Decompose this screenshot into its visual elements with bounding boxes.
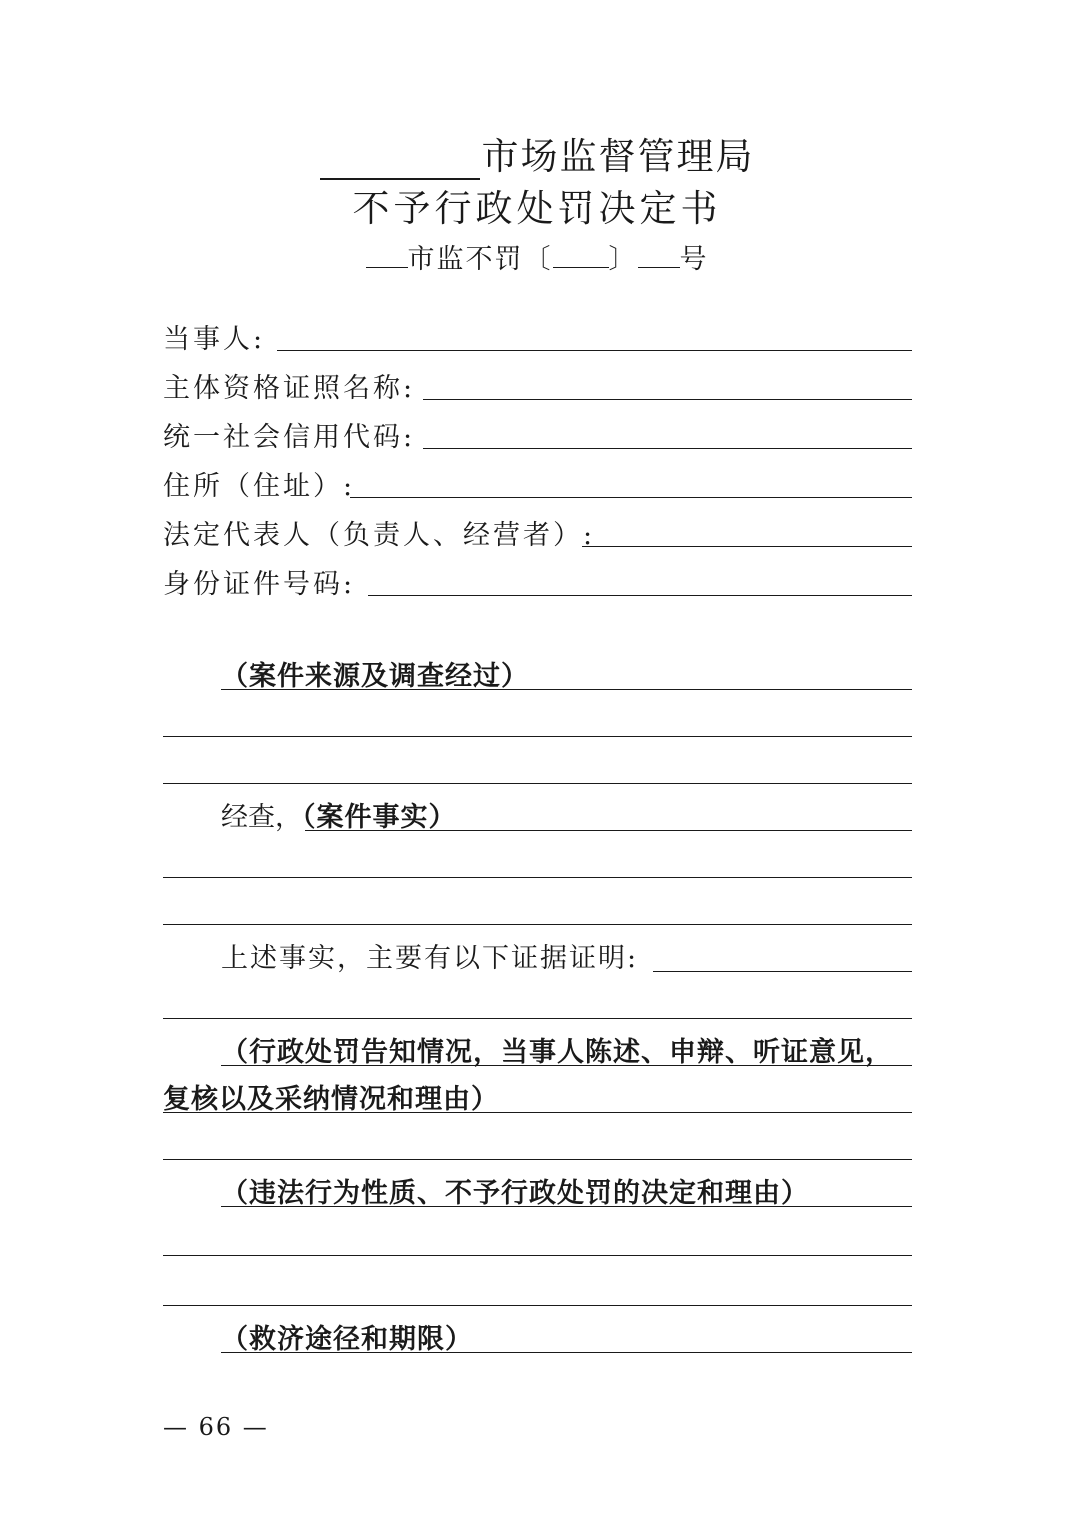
title-agency <box>0 134 1074 180</box>
docno-year-blank[interactable] <box>553 241 609 268</box>
docno-text-2: 〕 <box>608 244 638 275</box>
field-line-id-number[interactable] <box>368 595 912 596</box>
docno-prefix-blank[interactable] <box>366 241 408 268</box>
decision-text: （违法行为性质、不予行政处罚的决定和理由） <box>221 1178 809 1209</box>
decision-line-3[interactable] <box>163 1305 912 1306</box>
document-title: 不予行政处罚决定书 <box>352 187 722 230</box>
facts-line-3[interactable] <box>163 924 912 925</box>
notice-text-1: （行政处罚告知情况，当事人陈述、申辩、听证意见， <box>221 1037 893 1068</box>
section-facts <box>221 798 457 838</box>
facts-prefix: 经查， <box>221 802 302 833</box>
case-source-line-1[interactable] <box>221 689 912 690</box>
field-line-party[interactable] <box>277 350 912 351</box>
field-line-legal-rep[interactable] <box>582 546 912 547</box>
page-number: — 66 — <box>163 1413 269 1441</box>
title-agency-text: 市场监督管理局 <box>481 135 755 178</box>
field-label-credit-code: 统一社会信用代码: <box>163 422 416 453</box>
field-line-credit-code[interactable] <box>423 448 912 449</box>
notice-line-3[interactable] <box>163 1159 912 1160</box>
facts-text: （案件事实） <box>302 802 457 833</box>
case-source-line-2[interactable] <box>163 736 912 737</box>
docno-text-3: 号 <box>679 244 709 275</box>
field-label-party: 当事人: <box>163 324 266 355</box>
docno-serial-blank[interactable] <box>638 241 680 268</box>
decision-line-1[interactable] <box>221 1206 912 1207</box>
notice-text-2: 复核以及采纳情况和理由） <box>163 1084 499 1115</box>
section-case-source <box>221 657 529 697</box>
field-line-license-name[interactable] <box>423 399 912 400</box>
field-label-license-name: 主体资格证照名称: <box>163 373 416 404</box>
field-label-legal-rep: 法定代表人（负责人、经营者）: <box>163 520 596 551</box>
remedy-text: （救济途径和期限） <box>221 1324 473 1355</box>
section-remedy <box>221 1320 473 1360</box>
agency-name-blank[interactable] <box>320 142 480 180</box>
section-notice-line1 <box>221 1033 893 1073</box>
facts-line-2[interactable] <box>163 877 912 878</box>
field-label-id-number: 身份证件号码: <box>163 569 356 600</box>
evidence-line-1[interactable] <box>653 971 912 972</box>
document-number <box>0 240 1074 280</box>
section-notice-line2 <box>163 1080 499 1120</box>
notice-line-2[interactable] <box>163 1112 912 1113</box>
notice-line-1[interactable] <box>221 1065 912 1066</box>
facts-line-1[interactable] <box>305 830 912 831</box>
decision-line-2[interactable] <box>163 1255 912 1256</box>
case-source-text: （案件来源及调查经过） <box>221 661 529 692</box>
remedy-line-1[interactable] <box>221 1352 912 1353</box>
section-evidence: 上述事实，主要有以下证据证明: <box>221 943 639 974</box>
section-decision <box>221 1174 809 1214</box>
case-source-line-3[interactable] <box>163 783 912 784</box>
docno-text-1: 市监不罚〔 <box>407 244 553 275</box>
evidence-line-2[interactable] <box>163 1018 912 1019</box>
field-label-address: 住所（住址）: <box>163 471 356 502</box>
field-line-address[interactable] <box>350 497 912 498</box>
